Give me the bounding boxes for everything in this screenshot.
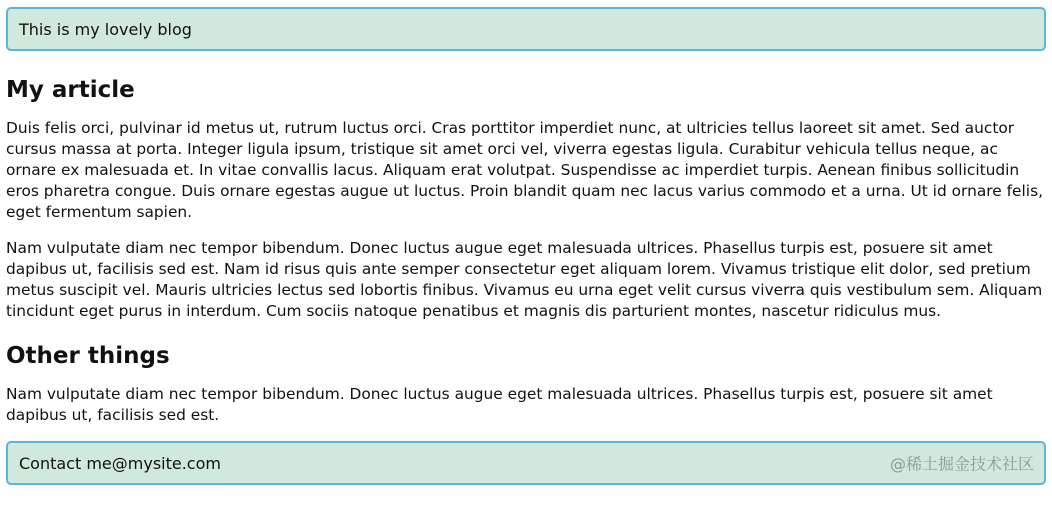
page: [6, 7, 1046, 485]
article-paragraph-2: Nam vulputate diam nec tempor bibendum. Donec luctus augue eget malesuada ultrices. Phasellus turpis est, posuere sit amet dapibus ut, facilisis sed est. Nam id risus quis ante semper consectetur eget aliquam lorem. Vivamus tristique elit dolor, sed pretium metus suscipit vel. Mauris ultricies lectus sed lobortis finibus. Vivamus eu urna eget velit cursus viverra quis vestibulum sem. Aliquam tincidunt eget purus in interdum. Cum sociis natoque penatibus et magnis dis parturient montes, nascetur ridiculus mus.: [6, 239, 1043, 320]
other-things-paragraph: Nam vulputate diam nec tempor bibendum. Donec luctus augue eget malesuada ultrices. Phasellus turpis est, posuere sit amet dapibus ut, facilisis sed est.: [6, 385, 993, 424]
other-things-heading: Other things: [6, 343, 170, 369]
footer-contact-text: Contact me@mysite.com: [19, 453, 221, 473]
article-heading: My article: [6, 77, 135, 103]
site-watermark: @稀土掘金技术社区: [889, 454, 1034, 474]
article-paragraph-1: Duis felis orci, pulvinar id metus ut, rutrum luctus orci. Cras porttitor imperdiet nunc, at ultricies tellus laoreet sit amet. Sed auctor cursus massa at porta. Integer ligula ipsum, tristique sit amet orci vel, viverra egestas ligula. Curabitur vehicula tellus neque, ac ornare ex malesuada et. In vitae convallis lacus. Aliquam erat volutpat. Suspendisse ac imperdiet turpis. Aenean finibus sollicitudin eros pharetra congue. Duis ornare egestas augue ut luctus. Proin blandit quam nec lacus varius commodo et a urna. Ut id ornare felis, eget fermentum sapien.: [6, 119, 1043, 221]
blog-footer: [6, 441, 1046, 485]
header-text: This is my lovely blog: [19, 19, 192, 39]
blog-header: [6, 7, 1046, 51]
